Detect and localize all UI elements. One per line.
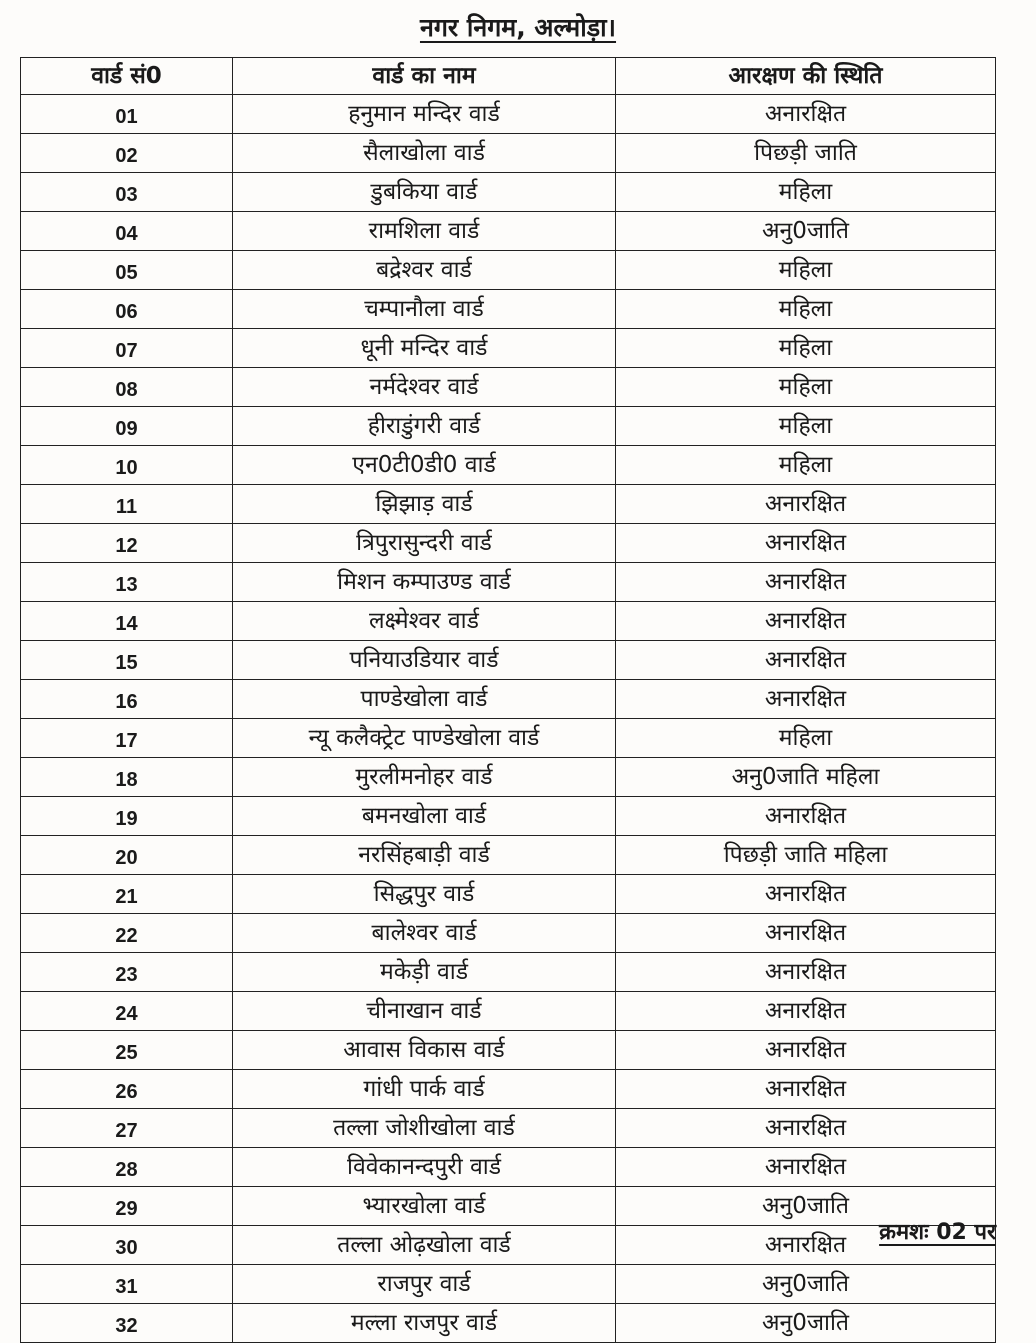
ward-name-cell: चीनाखान वार्ड: [233, 992, 616, 1031]
reservation-cell: महिला: [616, 719, 996, 758]
ward-no-cell: 11: [21, 485, 233, 524]
table-row: [21, 290, 996, 329]
table-row: [21, 1109, 996, 1148]
reservation-cell: महिला: [616, 329, 996, 368]
reservation-cell: अनारक्षित: [616, 1070, 996, 1109]
ward-name-cell: मल्ला राजपुर वार्ड: [233, 1304, 616, 1343]
ward-no-cell: 20: [21, 836, 233, 875]
header-reservation: आरक्षण की स्थिति: [616, 58, 996, 95]
header-ward-no: वार्ड सं0: [21, 58, 233, 95]
reservation-cell: महिला: [616, 407, 996, 446]
ward-name-cell: बालेश्वर वार्ड: [233, 914, 616, 953]
ward-no-cell: 04: [21, 212, 233, 251]
ward-no-cell: 14: [21, 602, 233, 641]
table-row: [21, 1031, 996, 1070]
ward-name-cell: हीराडुंगरी वार्ड: [233, 407, 616, 446]
ward-name-cell: नर्मदेश्वर वार्ड: [233, 368, 616, 407]
reservation-cell: महिला: [616, 290, 996, 329]
table-row: [21, 602, 996, 641]
ward-no-cell: 05: [21, 251, 233, 290]
ward-no-cell: 26: [21, 1070, 233, 1109]
reservation-cell: अनु0जाति: [616, 1304, 996, 1343]
table-row: [21, 680, 996, 719]
ward-name-cell: मकेड़ी वार्ड: [233, 953, 616, 992]
table-row: [21, 1265, 996, 1304]
table-row: [21, 1187, 996, 1226]
ward-name-cell: विवेकानन्दपुरी वार्ड: [233, 1148, 616, 1187]
ward-no-cell: 17: [21, 719, 233, 758]
reservation-cell: अनारक्षित: [616, 914, 996, 953]
table-row: [21, 446, 996, 485]
table-header-row: [21, 58, 996, 95]
table-row: [21, 719, 996, 758]
page-title: [0, 10, 1036, 44]
ward-no-cell: 06: [21, 290, 233, 329]
ward-no-cell: 12: [21, 524, 233, 563]
table-row: [21, 134, 996, 173]
ward-name-cell: मुरलीमनोहर वार्ड: [233, 758, 616, 797]
header-ward-name: वार्ड का नाम: [233, 58, 616, 95]
ward-no-cell: 13: [21, 563, 233, 602]
ward-no-cell: 18: [21, 758, 233, 797]
reservation-cell: अनारक्षित: [616, 1226, 996, 1265]
reservation-cell: महिला: [616, 446, 996, 485]
reservation-cell: अनारक्षित: [616, 602, 996, 641]
ward-name-cell: भ्यारखोला वार्ड: [233, 1187, 616, 1226]
table-row: [21, 563, 996, 602]
table-row: [21, 485, 996, 524]
ward-no-cell: 07: [21, 329, 233, 368]
ward-name-cell: गांधी पार्क वार्ड: [233, 1070, 616, 1109]
reservation-cell: अनारक्षित: [616, 680, 996, 719]
ward-no-cell: 27: [21, 1109, 233, 1148]
table-row: [21, 407, 996, 446]
table-row: [21, 212, 996, 251]
reservation-cell: अनु0जाति महिला: [616, 758, 996, 797]
reservation-cell: अनारक्षित: [616, 1148, 996, 1187]
table-row: [21, 1070, 996, 1109]
ward-no-cell: 02: [21, 134, 233, 173]
reservation-cell: महिला: [616, 368, 996, 407]
ward-no-cell: 24: [21, 992, 233, 1031]
reservation-cell: अनारक्षित: [616, 953, 996, 992]
reservation-cell: महिला: [616, 251, 996, 290]
ward-name-cell: न्यू कलैक्ट्रेट पाण्डेखोला वार्ड: [233, 719, 616, 758]
table-row: [21, 914, 996, 953]
ward-no-cell: 23: [21, 953, 233, 992]
reservation-cell: अनारक्षित: [616, 1031, 996, 1070]
reservation-cell: पिछड़ी जाति: [616, 134, 996, 173]
ward-name-cell: त्रिपुरासुन्दरी वार्ड: [233, 524, 616, 563]
ward-reservation-table: [20, 57, 996, 1343]
ward-name-cell: सैलाखोला वार्ड: [233, 134, 616, 173]
ward-name-cell: बद्रेश्वर वार्ड: [233, 251, 616, 290]
ward-name-cell: एन0टी0डी0 वार्ड: [233, 446, 616, 485]
table-row: [21, 524, 996, 563]
ward-name-cell: झिझाड़ वार्ड: [233, 485, 616, 524]
ward-name-cell: तल्ला जोशीखोला वार्ड: [233, 1109, 616, 1148]
reservation-cell: अनारक्षित: [616, 992, 996, 1031]
ward-no-cell: 21: [21, 875, 233, 914]
ward-no-cell: 31: [21, 1265, 233, 1304]
reservation-cell: अनारक्षित: [616, 1109, 996, 1148]
reservation-cell: अनारक्षित: [616, 875, 996, 914]
ward-no-cell: 01: [21, 95, 233, 134]
reservation-cell: अनारक्षित: [616, 797, 996, 836]
ward-name-cell: पाण्डेखोला वार्ड: [233, 680, 616, 719]
ward-no-cell: 19: [21, 797, 233, 836]
ward-no-cell: 28: [21, 1148, 233, 1187]
table-row: [21, 992, 996, 1031]
table-row: [21, 173, 996, 212]
table-row: [21, 758, 996, 797]
ward-no-cell: 22: [21, 914, 233, 953]
ward-no-cell: 25: [21, 1031, 233, 1070]
ward-no-cell: 10: [21, 446, 233, 485]
ward-name-cell: मिशन कम्पाउण्ड वार्ड: [233, 563, 616, 602]
table-row: [21, 1148, 996, 1187]
ward-no-cell: 16: [21, 680, 233, 719]
reservation-cell: अनारक्षित: [616, 524, 996, 563]
ward-name-cell: धूनी मन्दिर वार्ड: [233, 329, 616, 368]
ward-name-cell: पनियाउडियार वार्ड: [233, 641, 616, 680]
reservation-cell: अनु0जाति: [616, 1265, 996, 1304]
reservation-cell: अनारक्षित: [616, 641, 996, 680]
ward-name-cell: हनुमान मन्दिर वार्ड: [233, 95, 616, 134]
reservation-cell: पिछड़ी जाति महिला: [616, 836, 996, 875]
table-row: [21, 641, 996, 680]
ward-no-cell: 09: [21, 407, 233, 446]
reservation-cell: अनु0जाति: [616, 212, 996, 251]
ward-no-cell: 15: [21, 641, 233, 680]
ward-no-cell: 08: [21, 368, 233, 407]
ward-no-cell: 32: [21, 1304, 233, 1343]
ward-no-cell: 30: [21, 1226, 233, 1265]
ward-name-cell: बमनखोला वार्ड: [233, 797, 616, 836]
continuation-note: क्रमशः 02 पर: [879, 1220, 996, 1245]
ward-name-cell: राजपुर वार्ड: [233, 1265, 616, 1304]
ward-name-cell: नरसिंहबाड़ी वार्ड: [233, 836, 616, 875]
table-row: [21, 95, 996, 134]
reservation-cell: अनारक्षित: [616, 563, 996, 602]
reservation-cell: अनारक्षित: [616, 95, 996, 134]
ward-name-cell: तल्ला ओढ़खोला वार्ड: [233, 1226, 616, 1265]
ward-name-cell: लक्ष्मेश्वर वार्ड: [233, 602, 616, 641]
ward-name-cell: चम्पानौला वार्ड: [233, 290, 616, 329]
reservation-cell: अनु0जाति: [616, 1187, 996, 1226]
table-row: [21, 1304, 996, 1343]
ward-no-cell: 29: [21, 1187, 233, 1226]
table-row: [21, 1226, 996, 1265]
page-title-text: नगर निगम, अल्मोड़ा।: [419, 13, 617, 42]
reservation-cell: अनारक्षित: [616, 485, 996, 524]
table-row: [21, 953, 996, 992]
ward-name-cell: सिद्धपुर वार्ड: [233, 875, 616, 914]
ward-name-cell: रामशिला वार्ड: [233, 212, 616, 251]
ward-name-cell: डुबकिया वार्ड: [233, 173, 616, 212]
table-row: [21, 251, 996, 290]
table-row: [21, 797, 996, 836]
table-row: [21, 875, 996, 914]
table-row: [21, 836, 996, 875]
ward-no-cell: 03: [21, 173, 233, 212]
reservation-cell: महिला: [616, 173, 996, 212]
ward-name-cell: आवास विकास वार्ड: [233, 1031, 616, 1070]
table-row: [21, 329, 996, 368]
table-row: [21, 368, 996, 407]
